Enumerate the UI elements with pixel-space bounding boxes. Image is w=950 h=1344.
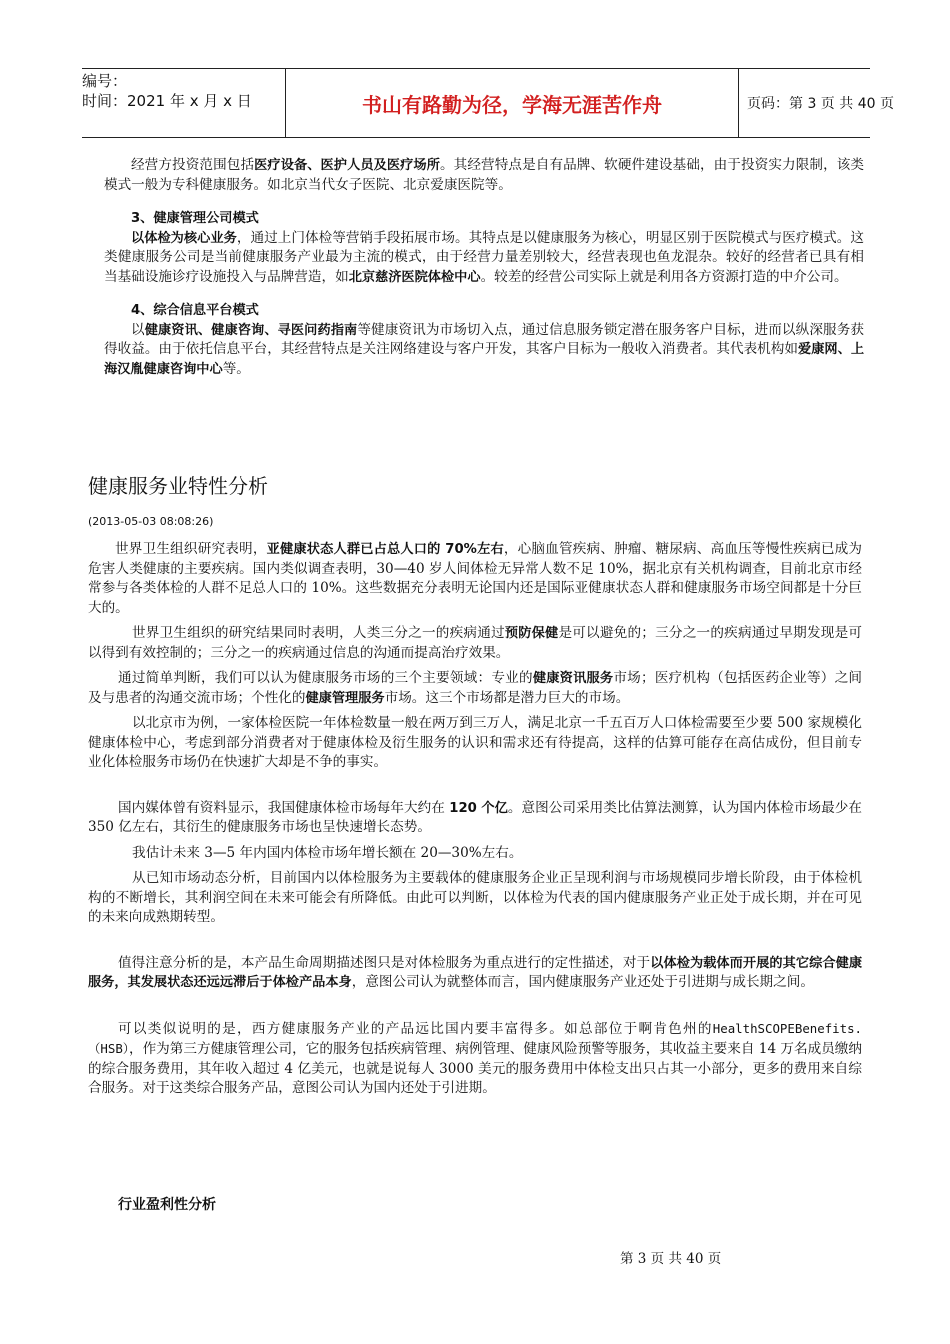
bold-text: 预防保健 [504,626,559,641]
header-motto: 书山有路勤为径，学海无涯苦作舟 [285,69,739,137]
text: 等健康资讯为市场切入点，通过信息服务锁定潜在服务客户目标，进而以纵深服务获得收益。由于依托信息平台，其经营特点是关注网络建设与客户开发，其客户目标为一般收入消费者。其代表机构如 [104,321,865,357]
bold-text: 医疗设备、医护人员及医疗场所 [254,158,440,173]
article-title: 健康服务业特性分析 [88,474,268,498]
paragraph-health-management [104,229,864,288]
section-heading-profitability: 行业盈利性分析 [118,1197,216,1213]
bold-text: 亚健康状态人群已占总人口的 70%左右 [266,542,504,557]
text: 国内媒体曾有资料显示，我国健康体检市场每年大约在 [118,799,450,816]
text: 。意图公司采用类比估算法测算，认为国内体检市场最少在 350 亿左右，其衍生的健康服务市场也呈快速增长态势。 [88,799,862,835]
text: 值得注意分析的是，本产品生命周期描述图只是对体检服务为重点进行的定性描述，对于 [118,954,651,971]
paragraph-6: 我估计未来 3—5 年内国内体检市场年增长额在 20—30%左右。 [132,844,523,861]
text: 世界卫生组织的研究结果同时表明，人类三分之一的疾病通过 [132,625,505,641]
paragraph-5 [88,799,862,838]
page-footer: 第 3 页 共 40 页 [620,1251,722,1267]
text: 是可以避免的；三分之一的疾病通过早期发现是可以得到有效控制的；三分之一的疾病通过信息的沟通而提高治疗效果。 [88,625,863,661]
page-header [82,68,894,138]
paragraph-investment [104,156,864,195]
paragraph-info-platform [104,321,864,380]
subheading-health-management [104,209,864,229]
text: 。其经营特点是自有品牌、软硬件建设基础，由于投资实力限制，该类模式一般为专科健康服务。如北京当代女子医院、北京爱康医院等。 [104,157,865,193]
header-meta [82,69,285,137]
text: 市场。这三个市场都是潜力巨大的市场。 [384,689,630,706]
text: 世界卫生组织研究表明， [115,541,267,557]
bold-text: 以体检为核心业务 [131,230,237,246]
bold-text: 健康资讯服务 [532,671,614,686]
doc-date: 时间：2021 年 x 月 x 日 [82,92,252,110]
text: 等。 [222,360,250,377]
bold-text: 北京慈济医院体检中心 [348,269,481,285]
text: 经营方投资范围包括 [131,157,255,173]
text: 市场；医疗机构（包括医药企业等）之间及与患者的沟通交流市场；个性化的 [88,670,863,706]
text: 以 [131,321,145,338]
paragraph-7: 从已知市场动态分析，目前国内以体检服务为主要载体的健康服务企业正呈现利润与市场规模同步增长阶段，由于体检机构的不断增长，其利润空间在未来可能会有所降低。由此可以判断，以体检为代表的国内健康服务产业正处于成长期，并在可见的未来向成熟期转型。 [88,870,862,925]
paragraph-1 [88,540,862,618]
section-models [104,156,864,379]
article-timestamp: (2013-05-03 08:08:26) [88,515,214,528]
paragraph-3 [88,669,862,708]
bold-text: 爱康网、上海汉胤健康咨询中心 [104,342,865,377]
bold-text: 健康管理服务 [305,690,385,706]
subheading-text: 3、健康管理公司模式 [131,211,259,226]
text: ，通过上门体检等营销手段拓展市场。其特点是以健康服务为核心，明显区别于医院模式与医疗模式。这类健康服务公司是当前健康服务产业最为主流的模式，由于经营力量差别较大，经营表现也鱼龙混杂。较好的经营者已具有相当基础设施诊疗设施投入与品牌营造，如 [104,229,865,285]
text: 通过简单判断，我们可以认为健康服务市场的三个主要领域：专业的 [118,670,533,686]
text: ，心脑血管疾病、肿瘤、糖尿病、高血压等慢性疾病已成为危害人类健康的主要疾病。国内类似调查表明，30—40 岁人间体检无异常人数不足 10%，据北京有关机构调查，目前北京市经常参与各类体检的人群不足总人口的 10%。这些数据充分表明无论国内还是国际亚健康状态人群和健康服务市场空间都是十分巨大的。 [88,541,863,616]
header-page-number: 页码：第 3 页 共 40 页 [747,96,894,112]
subheading-text: 4、综合信息平台模式 [131,303,259,318]
subheading-info-platform [104,301,864,321]
text: ，意图公司认为就整体而言，国内健康服务产业还处于引进期与成长期之间。 [351,974,814,990]
bold-text: 健康资讯、健康咨询、寻医问药指南 [144,322,358,338]
paragraph-8 [88,954,862,993]
bold-text: 120 个亿 [449,800,508,816]
text: ，作为第三方健康管理公司，它的服务包括疾病管理、病例管理、健康风险预警等服务，其收益主要来自 14 万名成员缴纳的综合服务费用，其年收入超过 4 亿美元，也就是说每人 3000 美元的服务费用中体检支出只占其一小部分，更多的费用来自综合服务。对于这类综合服务产品，意图公司认为国内还处于引进期。 [88,1041,863,1096]
paragraph-2 [88,624,862,663]
mono-text: HealthSCOPEBenefits.（HSB） [88,1020,862,1056]
paragraph-9 [88,1019,862,1099]
bold-text: 以体检为载体而开展的其它综合健康服务，其发展状态还远远滞后于体检产品本身 [88,955,863,990]
text: 可以类似说明的是，西方健康服务产业的产品远比国内要丰富得多。如总部位于啊肯色州的 [118,1020,713,1037]
article-body [88,540,862,1099]
paragraph-4: 以北京市为例，一家体检医院一年体检数量一般在两万到三万人，满足北京一千五百万人口体检需要至少要 500 家规模化健康体检中心，考虑到部分消费者对于健康体检及衍生服务的认识和需求还有待提高，这样的估算可能存在高估成份，但目前专业化体检服务市场仍在快速扩大却是不争的事实。 [88,715,862,770]
text: 。较差的经营公司实际上就是利用各方资源打造的中介公司。 [480,268,848,285]
doc-number-label: 编号： [82,72,128,90]
